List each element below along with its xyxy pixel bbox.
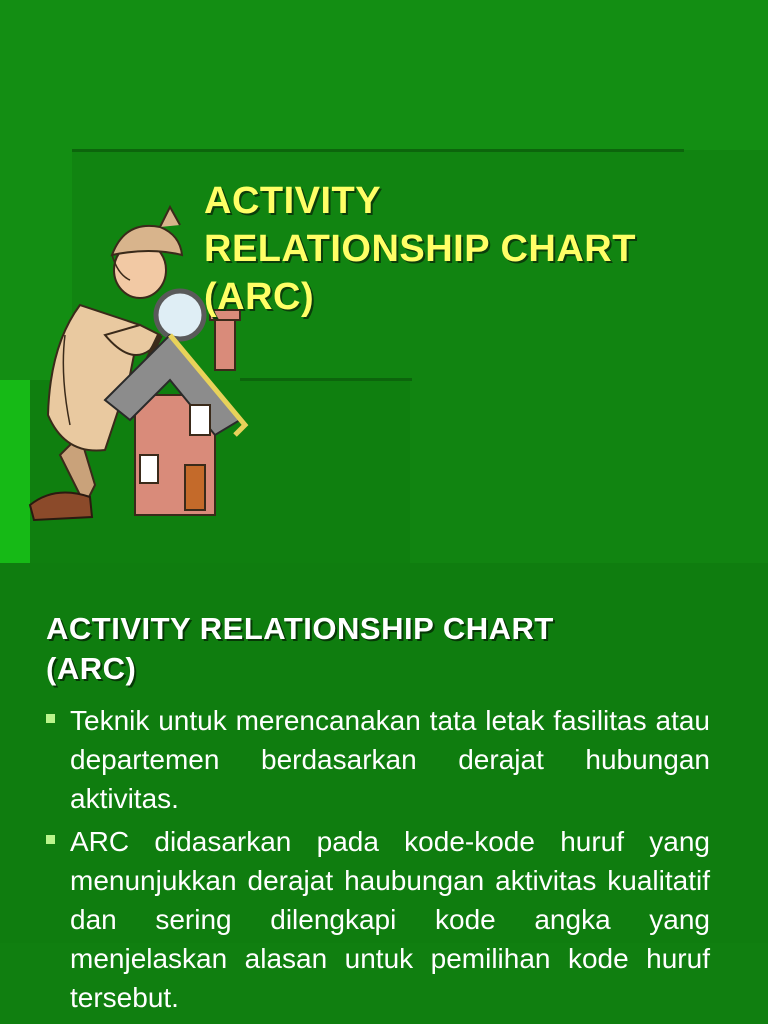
- slide-title: [46, 609, 726, 689]
- title-line: (ARC): [46, 650, 137, 686]
- divider: [240, 378, 412, 381]
- bullet-text: ARC didasarkan pada kode-kode huruf yang menunjukkan derajat haubungan aktivitas kualitatif dan sering dilengkapi kode angka yang menjelaskan alasan untuk pemilihan kode huruf tersebut.: [70, 826, 710, 1013]
- title-line: ACTIVITY RELATIONSHIP CHART: [46, 610, 554, 646]
- bullet-square-icon: [46, 835, 55, 844]
- title-line: RELATIONSHIP CHART: [204, 228, 636, 271]
- title-line: ACTIVITY: [204, 180, 382, 223]
- divider: [72, 149, 684, 152]
- slide-title: [204, 177, 744, 321]
- title-line: (ARC): [204, 276, 315, 319]
- bullet-square-icon: [46, 714, 55, 723]
- bullet-list: [46, 701, 710, 1021]
- bullet-text: Teknik untuk merencanakan tata letak fasilitas atau departemen berdasarkan derajat hubungan aktivitas.: [70, 705, 710, 814]
- slide-bottom: [0, 563, 768, 1024]
- list-item: [46, 701, 710, 818]
- list-item: [46, 822, 710, 1017]
